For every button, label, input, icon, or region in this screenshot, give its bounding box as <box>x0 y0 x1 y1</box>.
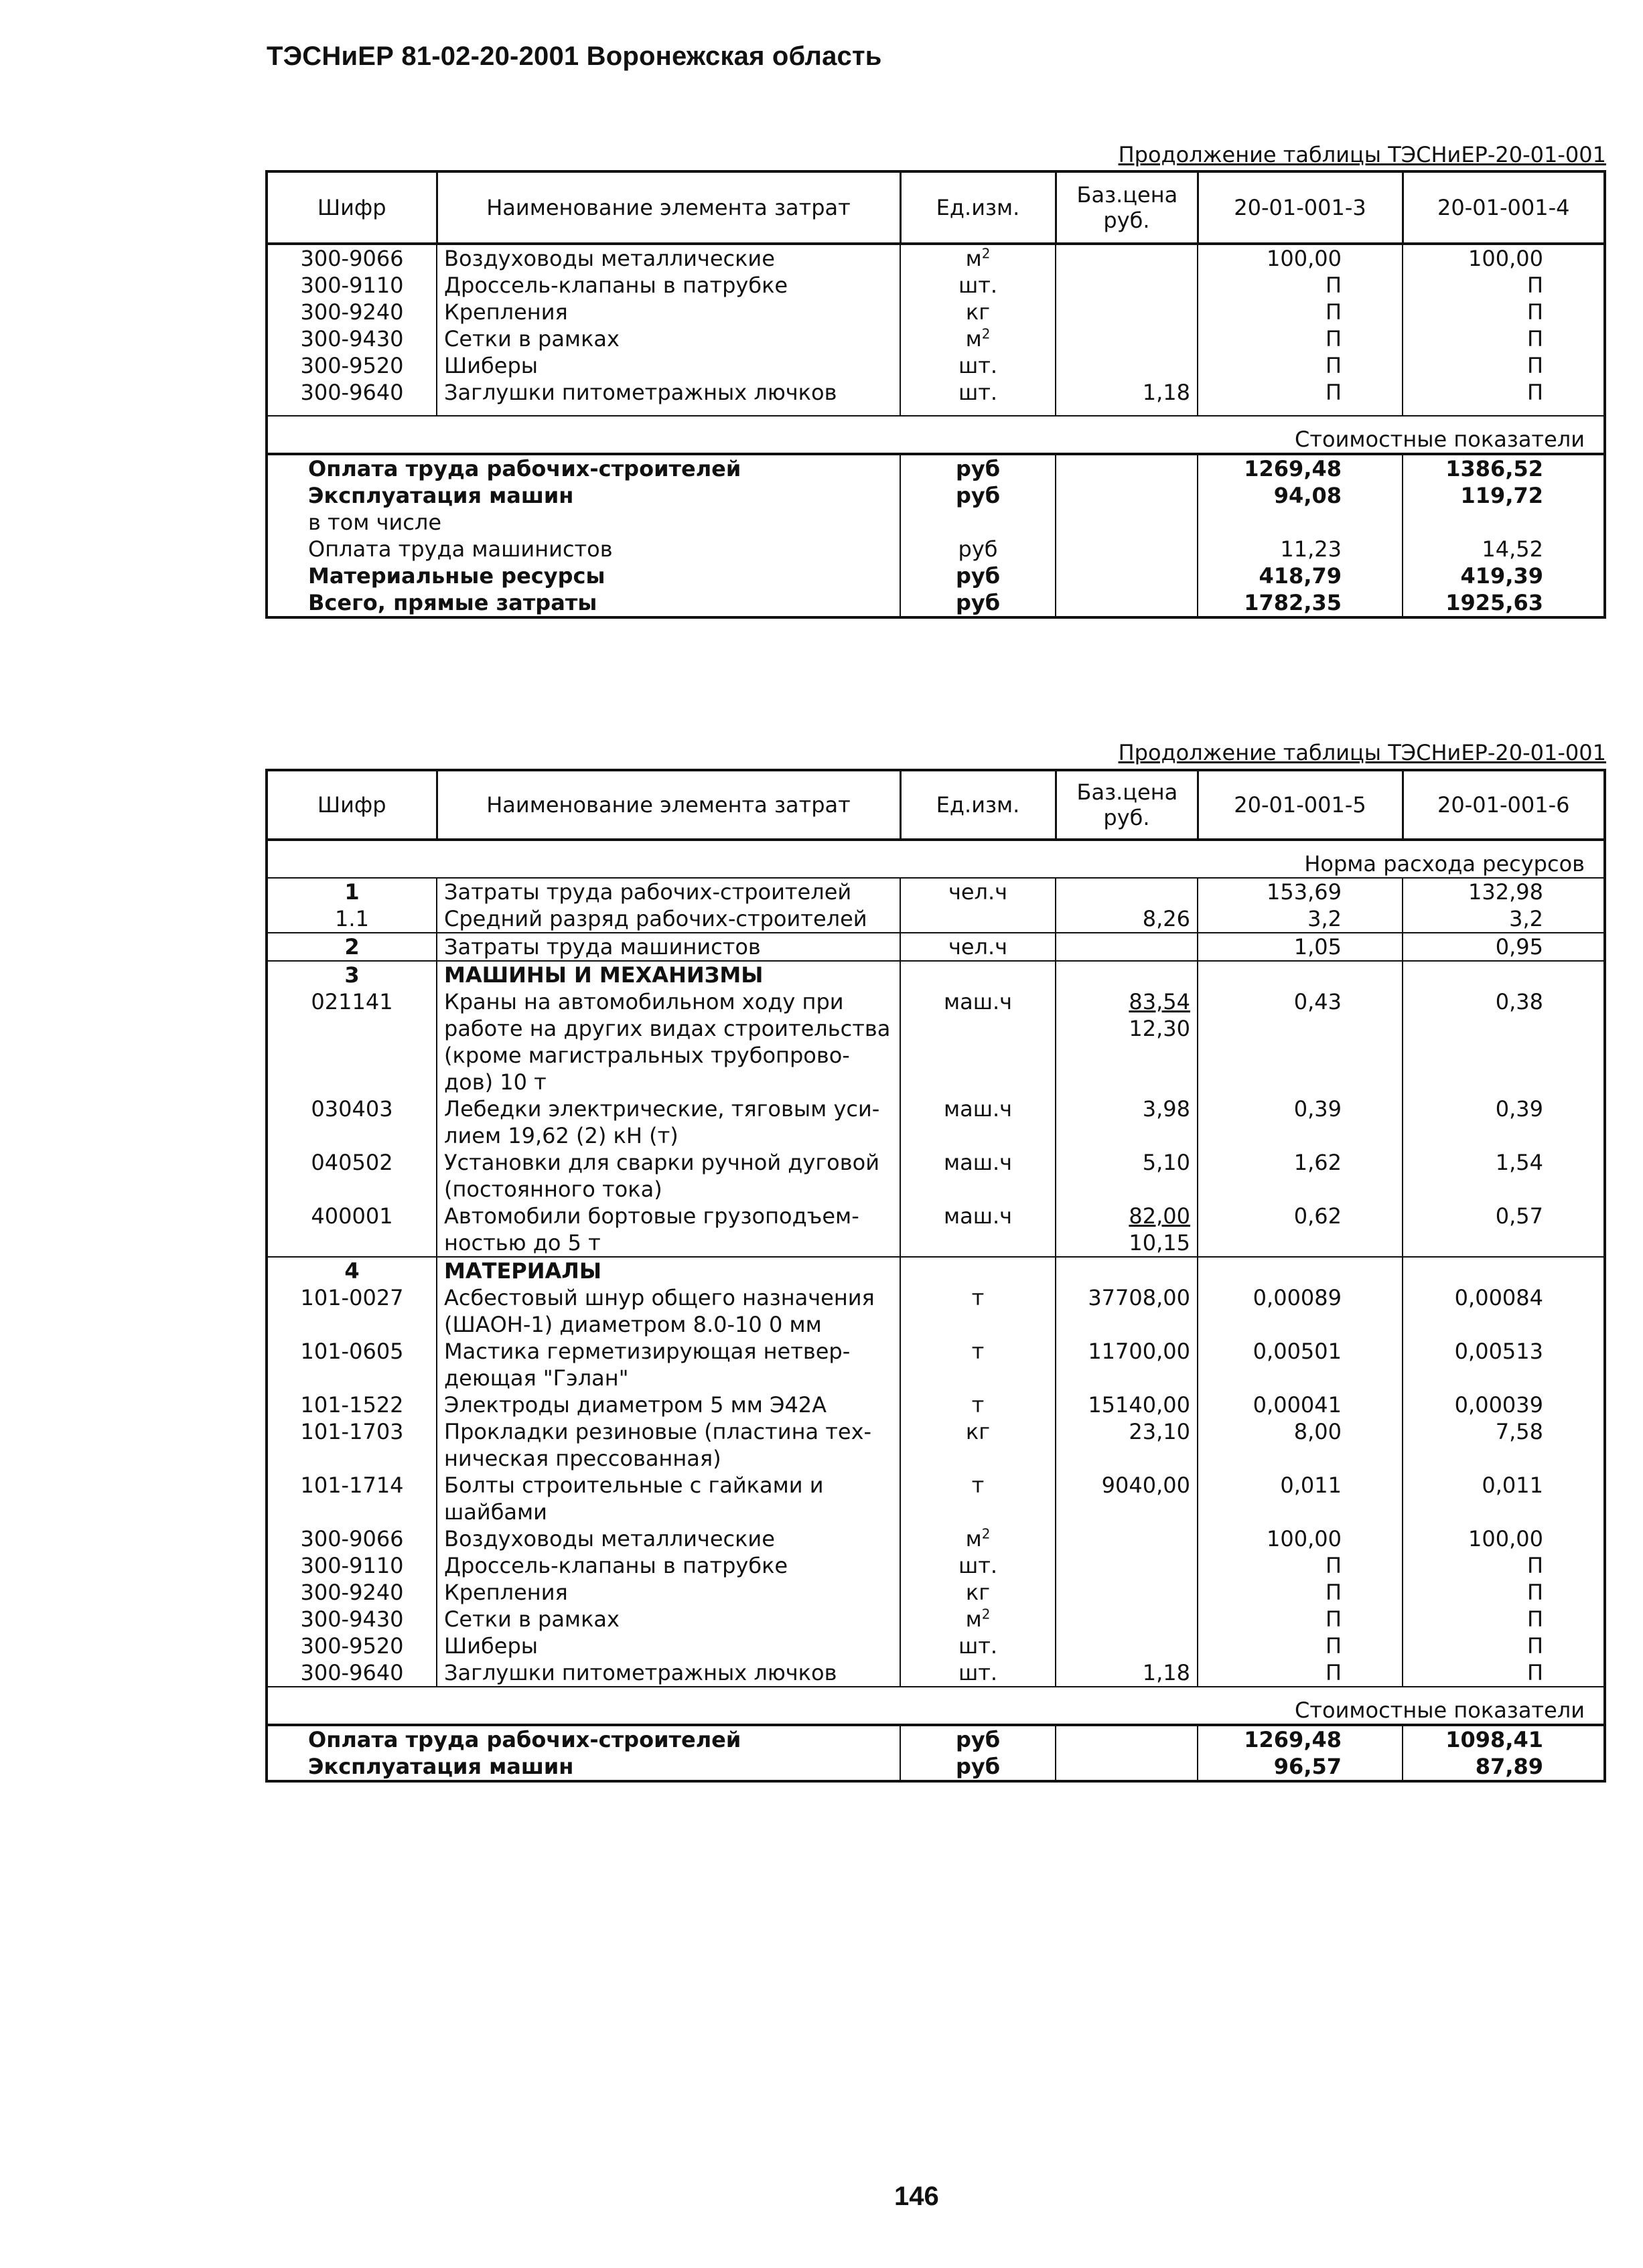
table1-continuation-caption <box>1119 142 1606 167</box>
resource-name: Затраты труда машинистов <box>437 933 900 961</box>
resource-unit: маш.ч <box>900 988 1056 1095</box>
value-col-b: 7,58 <box>1495 1419 1543 1444</box>
value-col-a: П <box>1198 299 1403 325</box>
base-price: 15140,00 <box>1056 1391 1198 1418</box>
base-price: 37708,00 <box>1056 1284 1198 1338</box>
value-col-b: П <box>1526 380 1543 405</box>
table-row <box>267 379 1605 416</box>
base-price <box>1056 1606 1198 1633</box>
table-row <box>267 1284 1605 1338</box>
summary-unit: руб <box>900 482 1056 509</box>
resource-unit <box>900 325 1056 352</box>
table-row <box>267 299 1605 325</box>
value-col-b: 0,95 <box>1403 933 1605 961</box>
summary-value-a: 418,79 <box>1198 562 1403 589</box>
empty-cell <box>1056 562 1198 589</box>
summary-row <box>267 536 1605 562</box>
resource-name: Установки для сварки ручной дуговой (постоянного тока) <box>437 1149 900 1203</box>
summary-value-a: 1269,48 <box>1198 454 1403 482</box>
table-row <box>267 352 1605 379</box>
value-col-b: П <box>1526 1633 1543 1659</box>
value-col-b: П <box>1526 273 1543 298</box>
resource-code: 030403 <box>267 1095 437 1149</box>
resource-code: 101-0605 <box>267 1338 437 1391</box>
value-col-b: П <box>1526 1553 1543 1578</box>
value-col-a: П <box>1198 1633 1403 1659</box>
resource-code: 300-9640 <box>267 1659 437 1687</box>
resource-name: Шиберы <box>437 1633 900 1659</box>
base-price <box>1056 933 1198 961</box>
table-row <box>267 1552 1605 1579</box>
base-price <box>1056 1552 1198 1579</box>
value-col-b: 0,00084 <box>1454 1285 1543 1310</box>
summary-row <box>267 589 1605 617</box>
continuation-text: Продолжение таблицы ТЭСНиЕР-20-01-001 <box>1118 740 1606 765</box>
base-price: 5,10 <box>1056 1149 1198 1203</box>
value-col-b: 100,00 <box>1468 1526 1543 1552</box>
value-col-b: 0,39 <box>1495 1096 1543 1122</box>
resource-name: Воздуховоды металлические <box>437 1525 900 1552</box>
col-unit-header: Ед.изм. <box>900 770 1056 840</box>
col-unit-header: Ед.изм. <box>900 171 1056 244</box>
summary-value-b: 87,89 <box>1475 1754 1543 1779</box>
unit-text: м <box>965 246 982 271</box>
value-col-a: 1,05 <box>1198 933 1403 961</box>
table-row <box>267 1579 1605 1606</box>
summary-unit: руб <box>900 1753 1056 1781</box>
summary-row <box>267 1725 1605 1753</box>
value-col-a: П <box>1198 1606 1403 1633</box>
cost-indicators-banner-text: Стоимостные показатели <box>267 416 1605 454</box>
value-col-a: 3,2 <box>1198 905 1403 933</box>
table-row <box>267 933 1605 961</box>
base-price <box>1056 244 1198 272</box>
resource-name: Крепления <box>437 299 900 325</box>
table-row <box>267 1095 1605 1149</box>
base-price-value: 82,00 <box>1129 1203 1190 1229</box>
col-price-header: Баз.цена руб. <box>1056 171 1198 244</box>
summary-row <box>267 562 1605 589</box>
col-name-header: Наименование элемента затрат <box>437 171 900 244</box>
resource-code: 101-0027 <box>267 1284 437 1338</box>
summary-value-b: 419,39 <box>1460 563 1543 589</box>
base-price: 3,98 <box>1056 1095 1198 1149</box>
value-col-b: П <box>1526 299 1543 325</box>
resource-unit: маш.ч <box>900 1095 1056 1149</box>
resource-unit: чел.ч <box>900 878 1056 905</box>
resource-table-2 <box>265 769 1606 1783</box>
resource-code: 300-9110 <box>267 272 437 299</box>
resource-code: 300-9110 <box>267 1552 437 1579</box>
resource-name: Электроды диаметром 5 мм Э42А <box>437 1391 900 1418</box>
summary-label: Эксплуатация машин <box>267 1753 900 1781</box>
base-price-wage: 10,15 <box>1129 1230 1190 1256</box>
resource-code: 021141 <box>267 988 437 1095</box>
resource-name: Средний разряд рабочих-строителей <box>437 905 900 933</box>
empty-cell <box>1056 482 1198 509</box>
resource-unit <box>900 905 1056 933</box>
resource-unit: кг <box>900 1418 1056 1472</box>
value-col-a: 100,00 <box>1198 244 1403 272</box>
resource-code: 300-9240 <box>267 1579 437 1606</box>
value-col-a: 1,62 <box>1198 1149 1403 1203</box>
value-col-a: П <box>1198 1579 1403 1606</box>
cost-indicators-banner <box>267 1687 1605 1725</box>
table-row <box>267 1391 1605 1418</box>
resource-unit: чел.ч <box>900 933 1056 961</box>
resource-name: Лебедки электрические, тяговым уси-лием 19,62 (2) кН (т) <box>437 1095 900 1149</box>
empty-cell <box>1056 509 1198 536</box>
table-row <box>267 1525 1605 1552</box>
summary-value-b: 1098,41 <box>1403 1725 1605 1753</box>
unit-text: м <box>965 1526 982 1552</box>
value-col-b: 0,57 <box>1495 1203 1543 1229</box>
resource-name: Крепления <box>437 1579 900 1606</box>
summary-value-a <box>1198 509 1403 536</box>
summary-label: Всего, прямые затраты <box>267 589 900 617</box>
table-row <box>267 1659 1605 1687</box>
value-col-a: 0,00089 <box>1198 1284 1403 1338</box>
value-col-a: П <box>1198 272 1403 299</box>
continuation-text: Продолжение таблицы ТЭСНиЕР-20-01-001 <box>1118 142 1606 167</box>
value-col-a: 0,43 <box>1198 988 1403 1095</box>
resource-name: Автомобили бортовые грузоподъем-ностью до 5 т <box>437 1203 900 1257</box>
value-col-a: 100,00 <box>1198 1525 1403 1552</box>
value-col-b: 100,00 <box>1468 246 1543 271</box>
table-row <box>267 244 1605 272</box>
col-name-header: Наименование элемента затрат <box>437 770 900 840</box>
value-col-b: П <box>1526 353 1543 378</box>
resource-unit: шт. <box>900 352 1056 379</box>
section-code: 4 <box>267 1257 437 1284</box>
summary-row <box>267 482 1605 509</box>
base-price <box>1056 325 1198 352</box>
value-col-a: 0,39 <box>1198 1095 1403 1149</box>
value-col-a: 0,00501 <box>1198 1338 1403 1391</box>
base-price-wage: 12,30 <box>1129 1016 1190 1041</box>
value-col-b: П <box>1526 1606 1543 1632</box>
resource-name: Асбестовый шнур общего назначения (ШАОН-1) диаметром 8.0-10 0 мм <box>437 1284 900 1338</box>
empty-cell <box>1056 1725 1198 1753</box>
summary-value-a: 96,57 <box>1198 1753 1403 1781</box>
resource-table-1 <box>265 170 1606 619</box>
table-row <box>267 1606 1605 1633</box>
table2-continuation-caption <box>1119 740 1606 765</box>
resource-name: Дроссель-клапаны в патрубке <box>437 272 900 299</box>
base-price <box>1056 878 1198 905</box>
document-title: ТЭСНиЕР 81-02-20-2001 Воронежская область <box>267 42 882 71</box>
resource-unit <box>900 1525 1056 1552</box>
unit-exponent: 2 <box>981 1606 991 1622</box>
table-row <box>267 878 1605 905</box>
summary-value-a: 1269,48 <box>1198 1725 1403 1753</box>
table-header-row <box>267 171 1605 244</box>
base-price <box>1056 299 1198 325</box>
base-price <box>1056 1633 1198 1659</box>
value-col-b: 0,011 <box>1482 1472 1543 1498</box>
value-col-a: П <box>1198 325 1403 352</box>
resource-name: Сетки в рамках <box>437 1606 900 1633</box>
resource-name: Краны на автомобильном ходу при работе на других видах строительства (кроме магистральных трубопрово-дов) 10 т <box>437 988 900 1095</box>
summary-value-b: 1386,52 <box>1403 454 1605 482</box>
section-header-row <box>267 961 1605 988</box>
summary-value-a: 11,23 <box>1198 536 1403 562</box>
resource-unit: т <box>900 1472 1056 1525</box>
resource-unit: шт. <box>900 1552 1056 1579</box>
resource-code: 300-9066 <box>267 1525 437 1552</box>
resource-name: Болты строительные с гайками и шайбами <box>437 1472 900 1525</box>
value-col-b: 0,38 <box>1495 989 1543 1014</box>
summary-unit: руб <box>900 1725 1056 1753</box>
resource-code: 1 <box>267 878 437 905</box>
empty-cell <box>900 961 1056 988</box>
resource-code: 300-9430 <box>267 325 437 352</box>
value-col-b: П <box>1526 1660 1543 1685</box>
resource-code: 300-9640 <box>267 379 437 416</box>
value-col-a: П <box>1198 352 1403 379</box>
value-col-b: 1,54 <box>1495 1150 1543 1175</box>
base-price <box>1056 352 1198 379</box>
resource-code: 101-1703 <box>267 1418 437 1472</box>
value-col-a: 0,62 <box>1198 1203 1403 1257</box>
value-col-b: 0,00039 <box>1454 1392 1543 1418</box>
resource-name: Затраты труда рабочих-строителей <box>437 878 900 905</box>
base-price: 8,26 <box>1056 905 1198 933</box>
resource-code: 101-1522 <box>267 1391 437 1418</box>
section-title: МАШИНЫ И МЕХАНИЗМЫ <box>437 961 900 988</box>
base-price <box>1056 988 1198 1095</box>
summary-row <box>267 1753 1605 1781</box>
unit-exponent: 2 <box>981 325 991 342</box>
resource-unit <box>900 244 1056 272</box>
resource-norm-banner-text: Норма расхода ресурсов <box>267 840 1605 878</box>
resource-code: 1.1 <box>267 905 437 933</box>
empty-cell <box>1056 454 1198 482</box>
resource-unit: шт. <box>900 1633 1056 1659</box>
col-b-header: 20-01-001-4 <box>1403 171 1605 244</box>
summary-label: Оплата труда рабочих-строителей <box>267 1725 900 1753</box>
summary-value-a: 94,08 <box>1198 482 1403 509</box>
resource-unit: кг <box>900 1579 1056 1606</box>
summary-value-b <box>1403 509 1605 536</box>
base-price: 1,18 <box>1056 1659 1198 1687</box>
resource-unit: т <box>900 1338 1056 1391</box>
summary-label: Материальные ресурсы <box>267 562 900 589</box>
table-row <box>267 1418 1605 1472</box>
resource-name: Сетки в рамках <box>437 325 900 352</box>
table-row <box>267 1203 1605 1257</box>
value-col-b: П <box>1526 326 1543 352</box>
summary-row <box>267 509 1605 536</box>
value-col-a: 8,00 <box>1198 1418 1403 1472</box>
resource-name: Заглушки питометражных лючков <box>437 379 900 416</box>
summary-label: Оплата труда рабочих-строителей <box>267 454 900 482</box>
value-col-b: П <box>1526 1580 1543 1605</box>
base-price: 1,18 <box>1056 379 1198 416</box>
summary-unit: руб <box>900 536 1056 562</box>
resource-unit: т <box>900 1391 1056 1418</box>
base-price <box>1056 1525 1198 1552</box>
summary-unit: руб <box>900 562 1056 589</box>
empty-cell <box>1056 961 1198 988</box>
base-price <box>1056 1579 1198 1606</box>
resource-code: 300-9430 <box>267 1606 437 1633</box>
empty-cell <box>1056 1753 1198 1781</box>
empty-cell <box>1056 589 1198 617</box>
empty-cell <box>1056 1257 1198 1284</box>
unit-exponent: 2 <box>981 245 991 262</box>
table-row <box>267 272 1605 299</box>
col-a-header: 20-01-001-3 <box>1198 171 1403 244</box>
resource-unit: шт. <box>900 379 1056 416</box>
summary-unit: руб <box>900 454 1056 482</box>
cost-indicators-banner <box>267 416 1605 454</box>
summary-unit <box>900 509 1056 536</box>
cost-indicators-banner-text: Стоимостные показатели <box>267 1687 1605 1725</box>
empty-cell <box>1403 961 1605 988</box>
table-row <box>267 325 1605 352</box>
resource-unit: шт. <box>900 272 1056 299</box>
base-price: 11700,00 <box>1056 1338 1198 1391</box>
value-col-a: П <box>1198 379 1403 416</box>
base-price: 23,10 <box>1056 1418 1198 1472</box>
col-price-header: Баз.цена руб. <box>1056 770 1198 840</box>
value-col-a: П <box>1198 1552 1403 1579</box>
resource-code: 400001 <box>267 1203 437 1257</box>
summary-row <box>267 454 1605 482</box>
summary-unit: руб <box>900 589 1056 617</box>
resource-unit: т <box>900 1284 1056 1338</box>
table-row <box>267 1633 1605 1659</box>
unit-text: м <box>965 1606 982 1632</box>
col-code-header: Шифр <box>267 171 437 244</box>
summary-value-b: 14,52 <box>1482 536 1543 562</box>
unit-text: м <box>965 326 982 352</box>
value-col-a: П <box>1198 1659 1403 1687</box>
value-col-b: 0,00513 <box>1454 1339 1543 1364</box>
table-row <box>267 988 1605 1095</box>
summary-value-a: 1782,35 <box>1198 589 1403 617</box>
empty-cell <box>1403 1257 1605 1284</box>
unit-exponent: 2 <box>981 1525 991 1542</box>
table-row <box>267 1149 1605 1203</box>
section-header-row <box>267 1257 1605 1284</box>
resource-code: 300-9520 <box>267 1633 437 1659</box>
col-code-header: Шифр <box>267 770 437 840</box>
value-col-b: 3,2 <box>1509 906 1543 931</box>
base-price-value: 83,54 <box>1129 989 1190 1014</box>
value-col-b: 132,98 <box>1403 878 1605 905</box>
section-title: МАТЕРИАЛЫ <box>437 1257 900 1284</box>
value-col-a: 0,00041 <box>1198 1391 1403 1418</box>
page-number: 146 <box>894 2182 939 2211</box>
summary-label: Эксплуатация машин <box>267 482 900 509</box>
resource-code: 300-9520 <box>267 352 437 379</box>
value-col-a: 0,011 <box>1198 1472 1403 1525</box>
resource-code: 2 <box>267 933 437 961</box>
col-b-header: 20-01-001-6 <box>1403 770 1605 840</box>
base-price <box>1056 1203 1198 1257</box>
empty-cell <box>900 1257 1056 1284</box>
resource-unit: шт. <box>900 1659 1056 1687</box>
summary-label: в том числе <box>267 509 900 536</box>
summary-value-b: 119,72 <box>1460 483 1543 508</box>
empty-cell <box>1198 1257 1403 1284</box>
resource-name: Прокладки резиновые (пластина тех-ническая прессованная) <box>437 1418 900 1472</box>
table-header-row <box>267 770 1605 840</box>
resource-code: 101-1714 <box>267 1472 437 1525</box>
value-col-a: 153,69 <box>1198 878 1403 905</box>
resource-norm-banner <box>267 840 1605 878</box>
summary-label: Оплата труда машинистов <box>267 536 900 562</box>
col-a-header: 20-01-001-5 <box>1198 770 1403 840</box>
empty-cell <box>1198 961 1403 988</box>
table-row <box>267 905 1605 933</box>
resource-name: Дроссель-клапаны в патрубке <box>437 1552 900 1579</box>
section-code: 3 <box>267 961 437 988</box>
resource-name: Шиберы <box>437 352 900 379</box>
table-row <box>267 1338 1605 1391</box>
resource-name: Воздуховоды металлические <box>437 244 900 272</box>
summary-value-b: 1925,63 <box>1445 590 1543 615</box>
empty-cell <box>1056 536 1198 562</box>
base-price: 9040,00 <box>1056 1472 1198 1525</box>
resource-unit: маш.ч <box>900 1149 1056 1203</box>
resource-unit: кг <box>900 299 1056 325</box>
table-row <box>267 1472 1605 1525</box>
resource-name: Заглушки питометражных лючков <box>437 1659 900 1687</box>
base-price <box>1056 272 1198 299</box>
resource-unit <box>900 1606 1056 1633</box>
resource-code: 300-9240 <box>267 299 437 325</box>
resource-unit: маш.ч <box>900 1203 1056 1257</box>
resource-name: Мастика герметизирующая нетвер-деющая "Гэлан" <box>437 1338 900 1391</box>
resource-code: 040502 <box>267 1149 437 1203</box>
resource-code: 300-9066 <box>267 244 437 272</box>
